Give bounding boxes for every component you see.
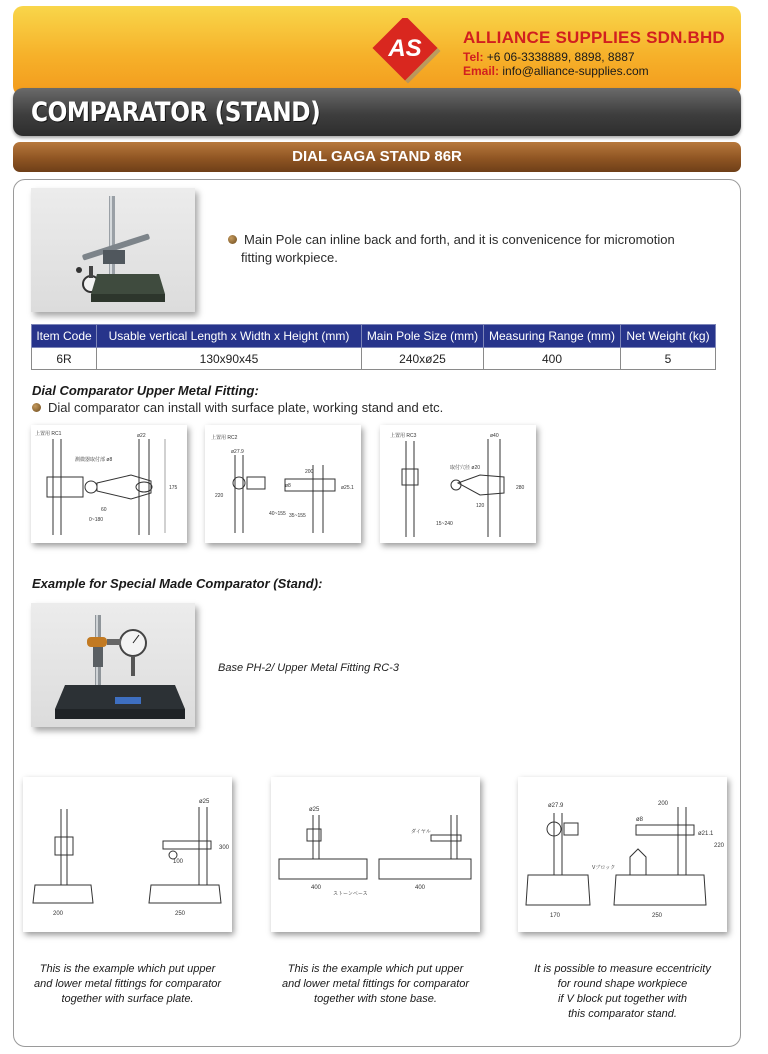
caption-1-line-1: This is the example which put upper — [39, 963, 216, 975]
rc2-dim-d: ø25.1 — [341, 485, 354, 491]
ex2-dim-stone: ストーンベース — [333, 891, 368, 897]
ex1-dim-arm: 100 — [173, 859, 184, 865]
spec-table — [31, 324, 716, 370]
ex3-dim-small: ø8 — [636, 817, 644, 823]
rc2-dim-range: 35~155 — [289, 513, 306, 519]
rc2-dim-v: 220 — [215, 493, 224, 499]
ex3-dim-top: 200 — [658, 801, 669, 807]
rc2-technical-drawing — [205, 425, 361, 543]
dial-stand-photo — [31, 188, 195, 312]
contact-email — [463, 64, 649, 78]
caption-2-line-3: together with stone base. — [314, 993, 437, 1005]
logo-text: AS — [388, 35, 422, 62]
col-net-weight: Net Weight (kg) — [621, 325, 716, 348]
ex3-dim-dia: ø27.9 — [548, 803, 564, 809]
rc1-dim-dia: ø22 — [137, 433, 146, 439]
col-measuring-range: Measuring Range (mm) — [484, 325, 621, 348]
intro-bullet — [228, 231, 708, 267]
caption-3-line-1: It is possible to measure eccentricity — [534, 963, 711, 975]
example-2-drawing — [271, 777, 480, 932]
caption-3-line-4: this comparator stand. — [568, 1008, 677, 1020]
rc2-dim-dia: ø27.9 — [231, 449, 244, 455]
rc3-dim-dia: ø40 — [490, 433, 499, 439]
tel-value: +6 06-3338889, 8898, 8887 — [486, 50, 635, 64]
rc1-technical-drawing — [31, 425, 187, 543]
rc3-dim-label: 取付穴径 ø20 — [450, 465, 481, 471]
caption-1-line-2: and lower metal fittings for comparator — [33, 978, 222, 990]
contact-tel — [463, 50, 635, 64]
ex1-dim-base2: 250 — [175, 911, 186, 917]
col-pole-size: Main Pole Size (mm) — [362, 325, 484, 348]
rc2-dim-small: ø8 — [285, 483, 291, 489]
special-heading: Example for Special Made Comparator (Stand): — [32, 576, 323, 591]
spec-table-header-row — [32, 325, 716, 348]
example-caption-3 — [512, 962, 733, 1022]
rc1-dim-v: 175 — [169, 485, 178, 491]
base-caption: Base PH-2/ Upper Metal Fitting RC-3 — [218, 662, 399, 674]
intro-text-line2: fitting workpiece. — [241, 250, 338, 265]
product-photo — [31, 188, 195, 312]
email-label: Email: — [463, 64, 500, 78]
special-stand-image — [31, 603, 195, 727]
fitting-heading: Dial Comparator Upper Metal Fitting: — [32, 383, 259, 398]
header-band — [13, 6, 741, 96]
company-name: ALLIANCE SUPPLIES SDN.BHD — [463, 28, 725, 47]
page-title: COMPARATOR (STAND) — [31, 97, 321, 128]
rc3-tag: 上置用 RC3 — [390, 433, 417, 439]
ex2-dim-dia: ø25 — [309, 807, 320, 813]
rc1-dim-h: 0~180 — [89, 517, 104, 523]
example-drawing-1 — [23, 777, 232, 932]
ex3-dim-d: ø21.1 — [698, 831, 714, 837]
col-dimensions: Usable vertical Length x Width x Height (mm) — [97, 325, 362, 348]
rc3-dim-w: 120 — [476, 503, 485, 509]
ex1-dim-dia: ø25 — [199, 799, 210, 805]
rc2-tag: 上置用 RC2 — [211, 435, 238, 441]
ex3-dim-height: 220 — [714, 843, 725, 849]
ex3-dim-base2: 250 — [652, 913, 663, 919]
rc2-dim-h: 40~155 — [269, 511, 286, 517]
rc1-dim-label: 測微器取付部 ø8 — [75, 457, 113, 463]
bullet-dot-icon — [32, 403, 41, 412]
product-subtitle: DIAL GAGA STAND 86R — [13, 142, 741, 172]
cell-net-weight: 5 — [621, 348, 716, 370]
ex2-dim-base2: 400 — [415, 885, 426, 891]
rc1-tag: 上置用 RC1 — [35, 431, 62, 437]
caption-3-line-3: if V block put together with — [557, 993, 687, 1005]
special-stand-photo — [31, 603, 195, 727]
table-row — [32, 348, 716, 370]
rc3-technical-drawing — [380, 425, 536, 543]
example-caption-1 — [20, 962, 235, 1007]
ex1-dim-height: 300 — [219, 845, 230, 851]
rc3-dim-v: 280 — [516, 485, 525, 491]
cell-dimensions: 130x90x45 — [97, 348, 362, 370]
example-drawing-2 — [271, 777, 480, 932]
caption-2-line-1: This is the example which put upper — [287, 963, 464, 975]
caption-1-line-3: together with surface plate. — [61, 993, 194, 1005]
drawing-rc1 — [31, 425, 187, 543]
caption-3-line-2: for round shape workpiece — [557, 978, 688, 990]
rc2-dim-w: 200 — [305, 469, 314, 475]
example-3-drawing — [518, 777, 727, 932]
drawing-rc2 — [205, 425, 361, 543]
col-item-code: Item Code — [32, 325, 97, 348]
cell-measuring-range: 400 — [484, 348, 621, 370]
ex1-dim-base1: 200 — [53, 911, 64, 917]
tel-label: Tel: — [463, 50, 484, 64]
cell-item-code: 6R — [32, 348, 97, 370]
ex3-dim-vblock: Vブロック — [592, 865, 616, 871]
rc1-dim-w: 60 — [101, 507, 107, 513]
title-bar — [13, 88, 741, 136]
ex3-dim-base1: 170 — [550, 913, 561, 919]
fitting-bullet-text: Dial comparator can install with surface plate, working stand and etc. — [48, 400, 444, 415]
example-drawing-3 — [518, 777, 727, 932]
caption-2-line-2: and lower metal fittings for comparator — [281, 978, 470, 990]
company-logo — [368, 18, 452, 88]
drawing-rc3 — [380, 425, 536, 543]
example-1-drawing — [23, 777, 232, 932]
example-caption-2 — [268, 962, 483, 1007]
fitting-bullet — [32, 399, 443, 417]
email-value[interactable]: info@alliance-supplies.com — [502, 64, 649, 78]
rc3-dim-h: 15~240 — [436, 521, 453, 527]
cell-pole-size: 240xø25 — [362, 348, 484, 370]
bullet-dot-icon — [228, 235, 237, 244]
ex2-dim-base1: 400 — [311, 885, 322, 891]
ex2-dim-dial: ダイヤル — [411, 829, 431, 835]
intro-text-line1: Main Pole can inline back and forth, and it is convenicence for micromotion — [244, 232, 675, 247]
